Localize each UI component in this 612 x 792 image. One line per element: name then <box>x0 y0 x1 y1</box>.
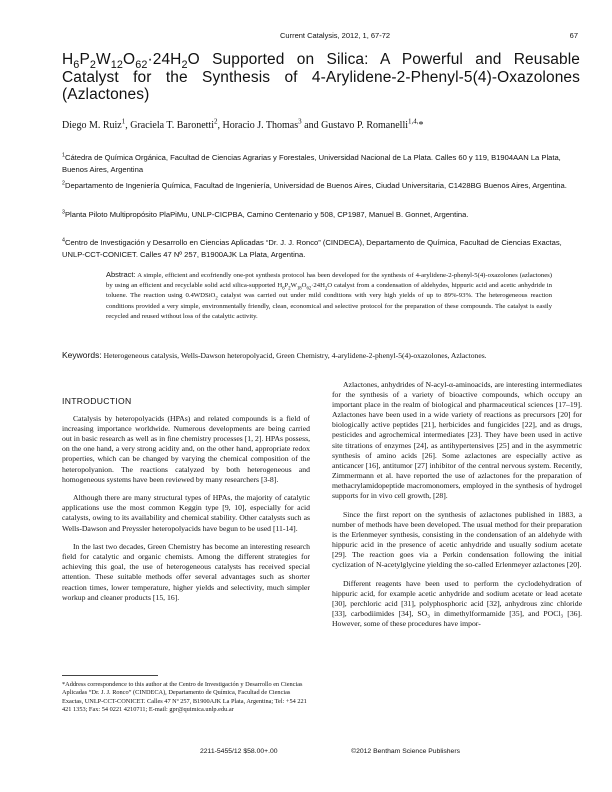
affiliation: $^3$Planta Piloto Multipropósito PlaPiMu, UNLP-CICPBA, Camino Centenario y 508, CP1987, Manuel B. Gonnet, Argentina. <box>62 209 469 219</box>
issn-price: 2211-5455/12 $58.00+.00 <box>200 748 278 755</box>
author-list: Diego M. Ruiz$^1$, Graciela T. Baronetti$^2$, Horacio J. Thomas$^3$ and Gustavo P. Romanelli$^{1,4,}$* <box>62 117 424 131</box>
section-heading: INTRODUCTION <box>62 396 132 406</box>
footnote-rule <box>62 675 158 676</box>
author: Diego M. Ruiz <box>62 120 122 131</box>
affiliation: $^4$Centro de Investigación y Desarrollo en Ciencias Aplicadas “Dr. J. J. Ronco” (CINDECA), Departamento de Química, Facultad de Ciencias Exactas, UNLP-CCT-CONICET. Calles 47 Nº 257, B1900AJK La Plata, Argentina. <box>62 237 562 259</box>
author: Graciela T. Baronetti <box>130 120 214 131</box>
affiliation: $^2$Departamento de Ingeniería Química, Facultad de Ingeniería, Universidad de Buenos Aires, Ciudad Universitaria, C1428BG Buenos Aires, Argentina. <box>62 180 567 190</box>
corresponding-author-mark: * <box>418 120 424 131</box>
affiliation: $^1$Cátedra de Química Orgánica, Facultad de Ciencias Agrarias y Forestales, Universidad Nacional de La Plata. Calles 60 y 119, B1904AAN La Plata, Buenos Aires, Argentina <box>62 152 561 174</box>
correspondence-footnote: *Address correspondence to this author at the Centro de Investigación y Desarrollo en Ciencias Aplicadas “Dr. J. J. Ronco” (CINDECA), Departamento de Química, Facultad de Ciencias Exactas, UNLP-CCT-CONICET. Calles 47 Nº 257, B1900AJK La Plata, Argentina; Tel: +54 221 421 1353; Fax: 54 0221 4210711; E-mail: gpr@quimica.unlp.edu.ar <box>62 681 307 714</box>
paragraph: Catalysis by heteropolyacids (HPAs) and related compounds is a field of increasing importance worldwide. Numerous developments are being carried out in basic research as well as in fine chemistry processes [1, 2]. HPAs possess, on the one hand, a very strong acidity and, on the other hand, appropriate redox properties, which can be changed by varying the chemical composition of the heteropolyanion. The reactions catalyzed by both heterogeneous and homogeneous systems have been reviewed by many researchers [3-8]. <box>62 414 310 484</box>
abstract: Abstract: A simple, efficient and ecofriendly one-pot synthesis protocol has been developed for the synthesis of 4-arylidene-2-phenyl-5(4)-oxazolones (azlactones) by using an efficient and recyclable solid acid silica-supported $H_6P_2W_{18}O_{62}\cdot 24H_2O$ catalyst from a condensation of aldehydes, hippuric acid and acetic anhydride in toluene. The reaction using 0.4WDSiO$_2$ catalyst was carried out under mild conditions with very high yields of up to 89%-93%. The heterogeneous reaction conditions provided a very simple, environmentally friendly, clean, economical and selective protocol for the preparation of these compounds. The catalyst is easily recycled and reused without loss of the catalytic activity. <box>106 270 552 320</box>
running-header <box>280 31 578 40</box>
keywords-label: Keywords: <box>62 350 102 360</box>
paragraph: Different reagents have been used to perform the cyclodehydration of hippuric acid, for example acetic anhydride and sodium acetate or lead acetate [30], perchloric acid [31], polyphosphoric acid [32], anhydrous zinc chloride [33], carbodiimides [34], SO₃ in dimethylformamide [35], and POCl₃ [36]. However, some of these procedures have impor- <box>332 578 582 629</box>
abstract-label: Abstract: <box>106 270 136 279</box>
paragraph: Although there are many structural types of HPAs, the majority of catalytic applications use the most common Keggin type [9, 10], especially for acid catalysts, owing to its availability and chemical stability. Other catalysts such as Wells-Dawson and Preyssler heteropolyacids have begun to be used [11-14]. <box>62 493 310 533</box>
paragraph: Azlactones, anhydrides of N-acyl-α-aminoacids, are interesting intermediates for the synthesis of a variety of bioactive compounds, which occupy an important place in the realm of biological and pharmaceutical sciences [17–19]. Azlactones have been used in a wide variety of reactions as precursors [20] for biologically active peptides [21], herbicides and fungicides [22], and as drugs, pesticides and agrochemical intermediates [23]. They have been used in active site titrations of enzymes [24], as antihypertensives [25] and in the asymmetric synthesis of amino acids [26]. Some azlactones are especially active as anticancer [16], antitumor [27] inhibitor of the central nervous system. Recently, Zimmermann et al. have reported the use of azlactones for the preparation of methacrylamidopeptide macromonomers, employed in the synthesis of hydrogel supports for in vivo cell growth, [28]. <box>332 380 582 501</box>
keywords: Keywords: Heterogeneous catalysis, Wells-Dawson heteropolyacid, Green Chemistry, 4-arylidene-2-phenyl-5(4)-oxazolones, Azlactones. <box>62 350 487 360</box>
article-title: $H_6P_2W_{12}O_{62}\cdot 24H_2O$ Supported on Silica: A Powerful and Reusable Catalyst for the Synthesis of 4-Arylidene-2-Phenyl-5(4)-Oxazolones (Azlactones) <box>62 51 580 103</box>
paragraph: Since the first report on the synthesis of azlactones published in 1883, a number of methods have been developed. The usual method for their preparation is the Erlenmeyer synthesis, consisting in the condensation of an aldehyde with hippuric acid in the presence of acetic anhydride and usually sodium acetate [29]. The reaction goes via a Perkin condensation following the initial cyclization of N-acetylglycine yielding the so-called Erlenmeyer azlactones [20]. <box>332 509 582 570</box>
page-number: 67 <box>569 31 578 40</box>
author: Horacio J. Thomas <box>222 120 299 131</box>
journal-citation: Current Catalysis, 2012, 1, 67-72 <box>280 31 391 40</box>
page-footer <box>200 748 460 755</box>
author: Gustavo P. Romanelli <box>321 120 409 131</box>
paragraph: In the last two decades, Green Chemistry has become an interesting research field for catalytic and organic chemists. Among the different strategies for achieving this goal, the use of heterogeneous catalysts has received special attention. These suitable methods offer several advantages such as shorter reaction times, lower temperature, higher yields and selectivity, much simpler workup and cleaner products [15, 16]. <box>62 542 310 602</box>
left-column <box>62 396 310 611</box>
right-column <box>332 380 582 638</box>
copyright: ©2012 Bentham Science Publishers <box>351 748 460 755</box>
